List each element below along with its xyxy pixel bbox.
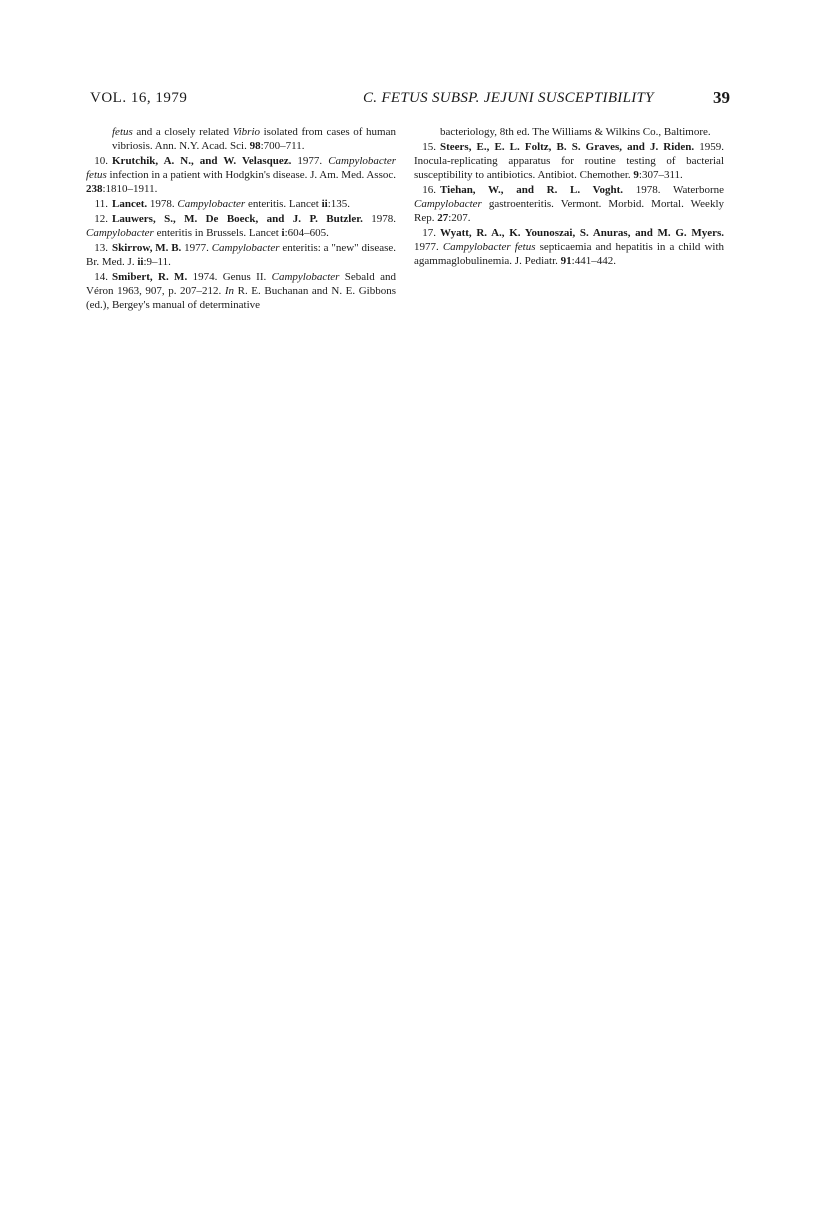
reference-number: 14. [94, 271, 108, 283]
reference-14: 14. Smibert, R. M. 1974. Genus II. Campylobacter Sebald and Véron 1963, 907, p. 207–212. In R. E. Buchanan and N. E. Gibbons (ed.), Bergey's manual of determinative [86, 271, 396, 311]
reference-authors: Skirrow, M. B. [112, 242, 182, 254]
volume-year: VOL. 16, 1979 [90, 90, 188, 106]
reference-authors: Lancet. [112, 198, 148, 210]
reference-15: 15. Steers, E., E. L. Foltz, B. S. Graves, and J. Riden. 1959. Inocula-replicating apparatus for routine testing of bacterial susceptibility to antibiotics. Antibiot. Chemother. 9:307–311. [414, 141, 725, 181]
reference-16: 16. Tiehan, W., and R. L. Voght. 1978. Waterborne Campylobacter gastroenteritis. Vermont. Morbid. Mortal. Weekly Rep. 27:207. [414, 184, 724, 224]
reference-11: 11. Lancet. 1978. Campylobacter enteritis. Lancet ii:135. [86, 197, 396, 211]
left-column [86, 125, 396, 313]
reference-continuation: fetus and a closely related Vibrio isolated from cases of human vibriosis. Ann. N.Y. Acad. Sci. 98:700–711. [112, 126, 397, 152]
reference-number: 12. [94, 213, 108, 225]
reference-number: 13. [94, 242, 108, 254]
reference-12: 12. Lauwers, S., M. De Boeck, and J. P. Butzler. 1978. Campylobacter enteritis in Brussels. Lancet i:604–605. [86, 213, 396, 239]
reference-number: 16. [422, 184, 436, 196]
reference-10: 10. Krutchik, A. N., and W. Velasquez. 1977. Campylobacter fetus infection in a patient with Hodgkin's disease. J. Am. Med. Assoc. 238:1810–1911. [86, 155, 397, 195]
reference-13: 13. Skirrow, M. B. 1977. Campylobacter enteritis: a "new" disease. Br. Med. J. ii:9–11. [86, 242, 396, 268]
reference-authors: Wyatt, R. A., K. Younoszai, S. Anuras, and M. G. Myers. [440, 227, 724, 239]
running-header [90, 90, 730, 112]
reference-17: 17. Wyatt, R. A., K. Younoszai, S. Anuras, and M. G. Myers. 1977. Campylobacter fetus septicaemia and hepatitis in a child with agammaglobulinemia. J. Pediatr. 91:441–442. [414, 227, 725, 267]
reference-authors: Smibert, R. M. [112, 271, 188, 283]
reference-number: 11. [94, 198, 108, 210]
reference-number: 15. [422, 141, 436, 153]
reference-continuation: bacteriology, 8th ed. The Williams & Wilkins Co., Baltimore. [440, 126, 711, 138]
running-title: C. FETUS SUBSP. JEJUNI SUSCEPTIBILITY [363, 90, 654, 106]
reference-number: 10. [94, 155, 108, 167]
reference-authors: Steers, E., E. L. Foltz, B. S. Graves, and J. Riden. [440, 141, 695, 153]
reference-authors: Krutchik, A. N., and W. Velasquez. [112, 155, 292, 167]
page-number: 39 [713, 88, 730, 107]
right-column [414, 125, 724, 269]
reference-authors: Tiehan, W., and R. L. Voght. [440, 184, 624, 196]
reference-authors: Lauwers, S., M. De Boeck, and J. P. Butzler. [112, 213, 363, 225]
reference-number: 17. [422, 227, 436, 239]
